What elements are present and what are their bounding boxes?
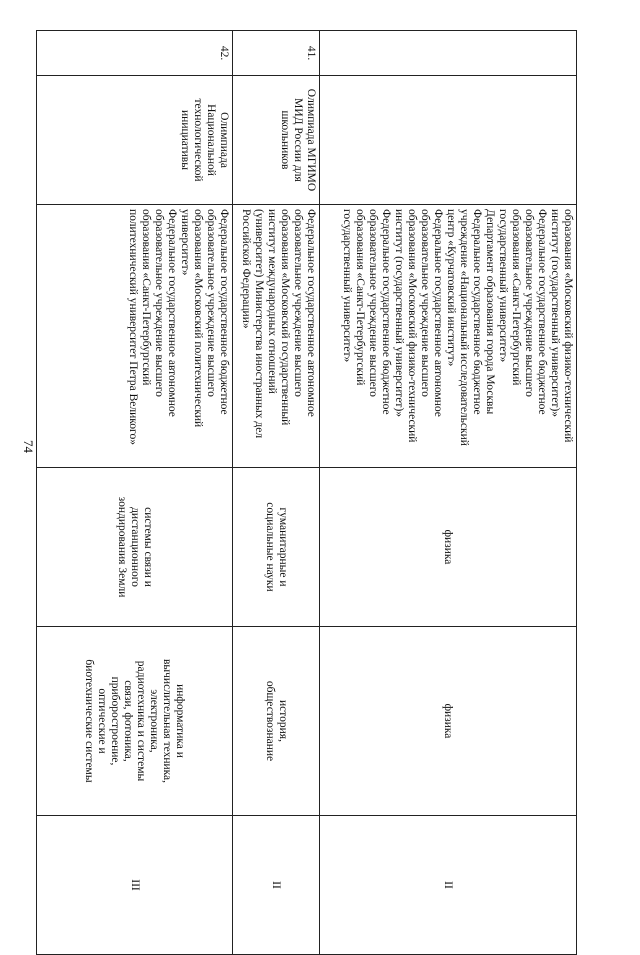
row-number-cell: 42. xyxy=(37,31,233,76)
profile-line: физика xyxy=(442,529,455,565)
profile-cell xyxy=(37,468,233,627)
subject-line: приборостроение, xyxy=(109,676,122,766)
profile-line: зондирования Земли xyxy=(116,496,128,598)
level-cell: II xyxy=(320,816,577,955)
organizer-line: институт международных отношений xyxy=(266,209,278,394)
olympiad-name-cell xyxy=(320,76,577,205)
olympiad-name-cell xyxy=(37,76,233,205)
organizer-line: образования «Московский физико-технический xyxy=(562,209,574,443)
subjects-cell xyxy=(37,627,233,816)
organizer-line: образования «Московский политехнический xyxy=(192,209,204,428)
organizer-line: образования «Санкт-Петербургский xyxy=(140,209,152,386)
profile-line: системы связи и xyxy=(142,507,154,587)
page-number: 74 xyxy=(21,440,36,453)
subject-line: вычислительная техника, xyxy=(161,658,174,784)
subject-line: информатика и xyxy=(174,684,187,758)
subject-line: обществознание xyxy=(264,680,276,762)
subject-line: физика xyxy=(442,703,455,739)
organizer-line: государственный университет» xyxy=(341,209,353,363)
organizer-line: образования «Московский государственный xyxy=(279,209,291,426)
profile-cell xyxy=(233,468,320,627)
organizer-line: Федеральное государственное бюджетное xyxy=(218,209,230,415)
table-row xyxy=(233,31,320,955)
level-cell: II xyxy=(233,816,320,955)
subject-line: оптические и xyxy=(96,688,109,754)
olympiad-name-line: Национальной xyxy=(205,104,217,176)
row-number-cell xyxy=(320,31,577,76)
organizer-line: образования «Санкт-Петербургский xyxy=(510,209,522,386)
organizer-line: университет» xyxy=(179,209,191,276)
organizer-line: образовательное учреждение высшего xyxy=(292,209,304,397)
row-number-cell: 41. xyxy=(233,31,320,76)
organizer-line: Федеральное государственное автономное xyxy=(432,209,444,417)
organizer-line: образования «Санкт-Петербургский xyxy=(354,209,366,386)
level-cell: III xyxy=(37,816,233,955)
profile-line: гуманитарные и xyxy=(277,507,289,587)
olympiad-name-line: МИД России для xyxy=(292,98,304,182)
rotated-table-wrapper xyxy=(37,30,577,900)
olympiad-name-line: Олимпиада МГИМО xyxy=(305,88,317,192)
table-row xyxy=(37,31,233,955)
profile-line: социальные науки xyxy=(264,502,276,592)
olympiad-name-line: Олимпиада xyxy=(218,112,230,168)
organizer-line: (университет) Министерства иностранных дел xyxy=(253,209,265,439)
organizer-line: центр «Курчатовский институт» xyxy=(445,209,457,367)
organizer-line: образовательное учреждение высшего xyxy=(367,209,379,397)
organizer-line: институт (государственный университет)» xyxy=(549,209,561,418)
subject-line: радиотехника и системы xyxy=(135,660,148,782)
organizer-line: образовательное учреждение высшего xyxy=(419,209,431,397)
olympiad-table xyxy=(36,30,577,955)
subject-line: биотехнические системы xyxy=(83,659,96,783)
organizer-line: Федеральное государственное автономное xyxy=(166,209,178,417)
organizer-line: политехнический университет Петра Великого» xyxy=(127,209,139,445)
organizer-line: образовательное учреждение высшего xyxy=(153,209,165,397)
subjects-cell xyxy=(320,627,577,816)
organizers-cell xyxy=(233,205,320,468)
subject-line: история, xyxy=(277,700,289,742)
organizer-line: образования «Московский физико-технический xyxy=(406,209,418,443)
organizers-cell xyxy=(320,205,577,468)
organizer-line: государственный университет» xyxy=(497,209,509,363)
organizers-cell xyxy=(37,205,233,468)
organizer-line: Российской Федерации» xyxy=(240,209,252,329)
profile-cell xyxy=(320,468,577,627)
profile-line: дистанционного xyxy=(129,507,141,587)
organizer-line: Федеральное государственное бюджетное xyxy=(536,209,548,415)
organizer-line: Федеральное государственное автономное xyxy=(305,209,317,417)
subject-line: электроника, xyxy=(148,689,161,753)
organizer-line: Федеральное государственное бюджетное xyxy=(471,209,483,415)
organizer-line: Федеральное государственное бюджетное xyxy=(380,209,392,415)
organizer-line: учреждение «Национальный исследовательский xyxy=(458,209,470,446)
olympiad-name-cell xyxy=(233,76,320,205)
subjects-cell xyxy=(233,627,320,816)
organizer-line: образовательное учреждение высшего xyxy=(523,209,535,397)
organizer-line: образовательное учреждение высшего xyxy=(205,209,217,397)
subject-line: связи, фотоника, xyxy=(122,680,135,762)
olympiad-name-line: технологической xyxy=(192,98,204,182)
olympiad-name-line: инициативы xyxy=(179,110,191,170)
olympiad-name-line: школьников xyxy=(279,110,291,170)
table-row xyxy=(320,31,577,955)
organizer-line: институт (государственный университет)» xyxy=(393,209,405,418)
organizer-line: Департамент образования города Москвы xyxy=(484,209,496,415)
